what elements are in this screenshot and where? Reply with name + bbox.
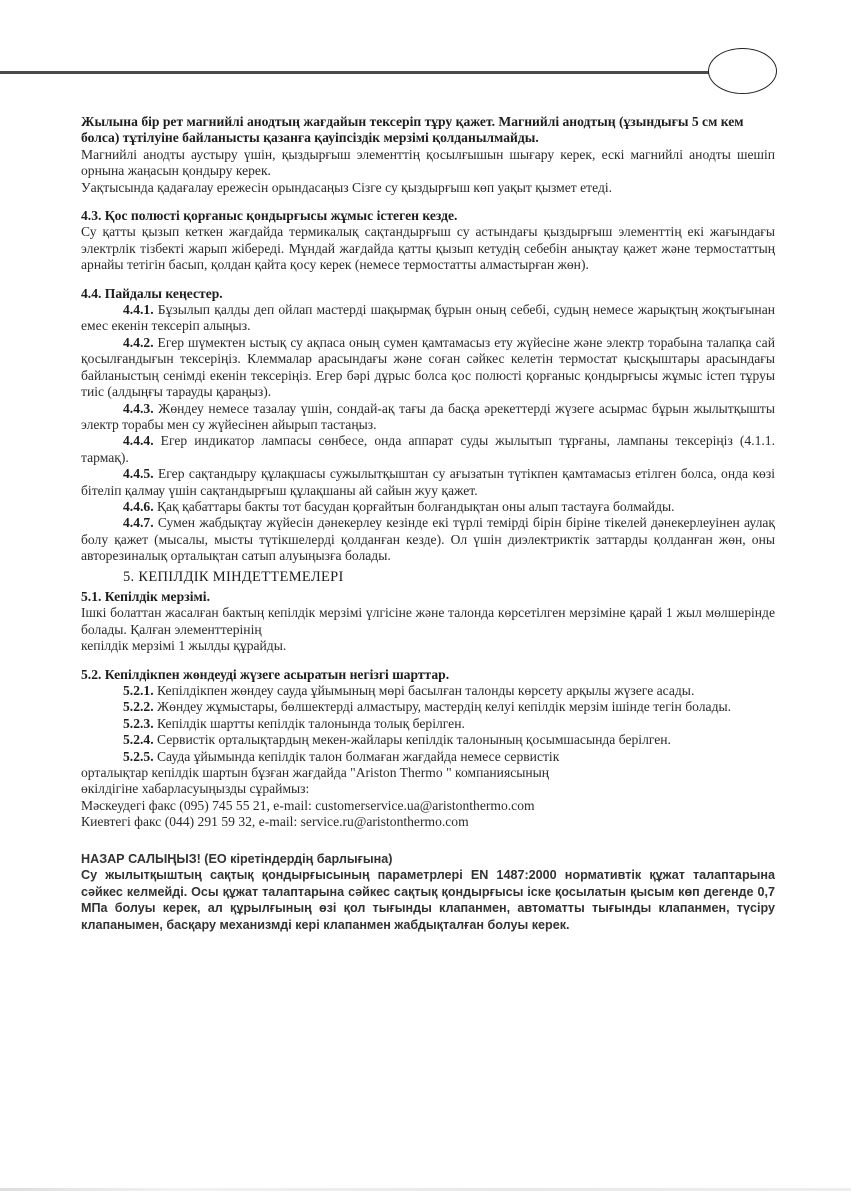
tip-text: Қақ қабаттары бакты тот басудан қорғайтын болғандықтан оны алып тастауға болмайды. xyxy=(153,498,675,514)
page-number-circle xyxy=(708,48,777,94)
anode-replace-text: Магнийлі анодты аустыру үшін, қыздырғыш элементтің қосылғышын шығару керек, ескі магнийлі анодты шешіп орнына жаңасын қондыру керек. xyxy=(81,146,775,179)
section-5-title: 5. КЕПІЛДІК МІНДЕТТЕМЕЛЕРІ xyxy=(123,568,344,585)
tip-text: Сумен жабдықтау жүйесін дәнекерлеу кезінде екі түрлі темірді бірін біріне тікелей дәнекерлеуінен аулақ болу қажет (мысалы, мысты түтікшелерді қолданған кезде). Ол үшін диэлектриктік заттарды қолданған жөн, оны авторезиналық орталықтан сатып алуыңызға болады. xyxy=(81,515,775,564)
tip-item xyxy=(81,466,775,499)
condition-item xyxy=(81,716,775,732)
tip-number: 4.4.4. xyxy=(123,433,154,449)
condition-text-line: өкілдігіне хабарласуыңызды сұраймыз: xyxy=(81,781,310,797)
section-5-1-title: 5.1. Кепілдік мерзімі. xyxy=(81,588,210,604)
condition-text-line: орталықтар кепілдік шартын бұзған жағдайда "Ariston Thermo " компаниясының xyxy=(81,765,550,781)
condition-text: Сервистік орталықтардың мекен-жайлары кепілдік талонының қосымшасында берілген. xyxy=(153,732,671,748)
condition-number: 5.2.4. xyxy=(123,732,154,748)
condition-item xyxy=(81,699,775,715)
tip-number: 4.4.6. xyxy=(123,498,154,514)
condition-item xyxy=(81,683,775,699)
warranty-period-text-2: кепілдік мерзімі 1 жылды құрайды. xyxy=(81,638,287,654)
tip-number: 4.4.3. xyxy=(123,400,154,416)
tip-number: 4.4.2. xyxy=(123,334,154,350)
page-content xyxy=(81,114,775,933)
condition-text: Кепілдік шартты кепілдік талонында толық берілген. xyxy=(153,715,465,731)
maintenance-text: Уақтысында қадағалау ережесін орындасаңыз Сізге су қыздырғыш көп уақыт қызмет етеді. xyxy=(81,179,613,195)
condition-item xyxy=(81,749,775,765)
condition-item xyxy=(81,732,775,748)
tip-text: Бұзылып қалды деп ойлап мастерді шақырмақ бұрын оның себебі, судың немесе жарықтың жоқтығынан емес екенін тексеріп алыңыз. xyxy=(81,302,775,334)
condition-text: Жөндеу жұмыстары, бөлшектерді алмастыру, мастердің келуі кепілдік мерзім ішінде тегін болады. xyxy=(153,699,732,715)
section-5-2-title: 5.2. Кепілдікпен жөндеуді жүзеге асыратын негізгі шарттар. xyxy=(81,666,450,682)
condition-text: Сауда ұйымында кепілдік талон болмаған жағдайда немесе сервистік xyxy=(153,748,560,764)
contact-moscow: Мәскеудегі факс (095) 745 55 21, e-mail: customerservice.ua@aristonthermo.com xyxy=(81,797,535,813)
tip-number: 4.4.5. xyxy=(123,466,154,482)
anode-warning: Жылына бір рет магнийлі анодтың жағдайын тексеріп тұру қажет. Магнийлі анодтың (ұзындығы 5 см кем болса) тұтілуіне байланысты қазанға қауіпсіздік мерзімі қолданылмайды. xyxy=(81,114,744,146)
condition-number: 5.2.3. xyxy=(123,715,154,731)
tip-number: 4.4.1. xyxy=(123,302,154,318)
tip-text: Егер сақтандыру құлақшасы сужылытқыштан су ағызатын түтікпен қамтамасыз етілген болса, онда көзі бітеліп қалмау үшін сақтандырғыш құлақшаны ай сайын жуу қажет. xyxy=(81,466,775,498)
section-4-4-title: 4.4. Пайдалы кеңестер. xyxy=(81,285,223,301)
tip-item xyxy=(81,433,775,466)
warning-title: НАЗАР САЛЫҢЫЗ! (ЕО кіретіндердің барлығына) xyxy=(81,851,393,866)
tip-item xyxy=(81,302,775,335)
tip-text: Жөндеу немесе тазалау үшін, сондай-ақ тағы да басқа әрекеттерді жүзеге асырмас бұрын жылытқышты электр торабы мен су жүйесінен айырып тастаңыз. xyxy=(81,400,775,432)
condition-text: Кепілдікпен жөндеу сауда ұйымының мөрі басылған талонды көрсету арқылы жүзеге асады. xyxy=(153,683,695,698)
tip-item xyxy=(81,335,775,401)
tip-item xyxy=(81,515,775,564)
condition-number: 5.2.2. xyxy=(123,699,154,715)
condition-number: 5.2.5. xyxy=(123,748,154,764)
section-4-3-text: Су қатты қызып кеткен жағдайда термикалық сақтандырғыш су астындағы қыздырғыш элементтің екі жағындағы электрлік тізбекті жарып жібереді. Мұндай жағдайда қатты қызып кетудің себебін анықтау қажет және термостаттың арнайы тетігін басып, қолдан қайта қосу керек (немесе термостатты алмастырған жөн). xyxy=(81,224,775,273)
section-4-3-title: 4.3. Қос полюсті қорғаныс қондырғысы жұмыс істеген кезде. xyxy=(81,208,458,224)
warning-text: Су жылытқыштың сақтық қондырғысының параметрлері EN 1487:2000 нормативтік құжат талаптарына сәйкес келмейді. Осы құжат талаптарына сәйкес сақтық қондырғысы іске қосылатын қысым көп дегенде 0,7 МПа болуы керек, ал құрылғының өзі қол тығынды клапанмен, автоматты тығынды клапанмен, түсіру клапанымен, басқару механизмді кері клапанмен жабдықталған болуы керек. xyxy=(81,868,775,932)
warranty-period-text: Ішкі болаттан жасалған бактың кепілдік мерзімі үлгісіне және талонда көрсетілген мерзіміне қарай 1 жыл мөлшерінде болады. Қалған элементтерінің xyxy=(81,605,775,637)
tip-number: 4.4.7. xyxy=(123,515,154,531)
contact-kiev: Киевтегі факс (044) 291 59 32, e-mail: service.ru@aristonthermo.com xyxy=(81,814,469,830)
tip-item xyxy=(81,499,775,515)
header-rule xyxy=(0,71,709,74)
tip-text: Егер индикатор лампасы сөнбесе, онда аппарат суды жылытып тұрғаны, лампаны тексеріңіз (4.1.1. тармақ). xyxy=(81,433,775,465)
tip-item xyxy=(81,401,775,434)
condition-number: 5.2.1. xyxy=(123,683,154,698)
tip-text: Егер шүмектен ыстық су ақпаса оның сумен қамтамасыз ету жүйесіне және электр торабына талапқа сай қосылғандығын тексеріңіз. Клеммалар арасындағы және соған сәйкес келетін термостат қысқыштары арасындағы байланыстың сенімді екенін тексеріңіз. Егер бәрі дұрыс болса қос полюсті қорғаныс қондырғысы жұмыс істеп тұруы тиіс (алдыңғы тарауды қараңыз). xyxy=(81,334,775,400)
